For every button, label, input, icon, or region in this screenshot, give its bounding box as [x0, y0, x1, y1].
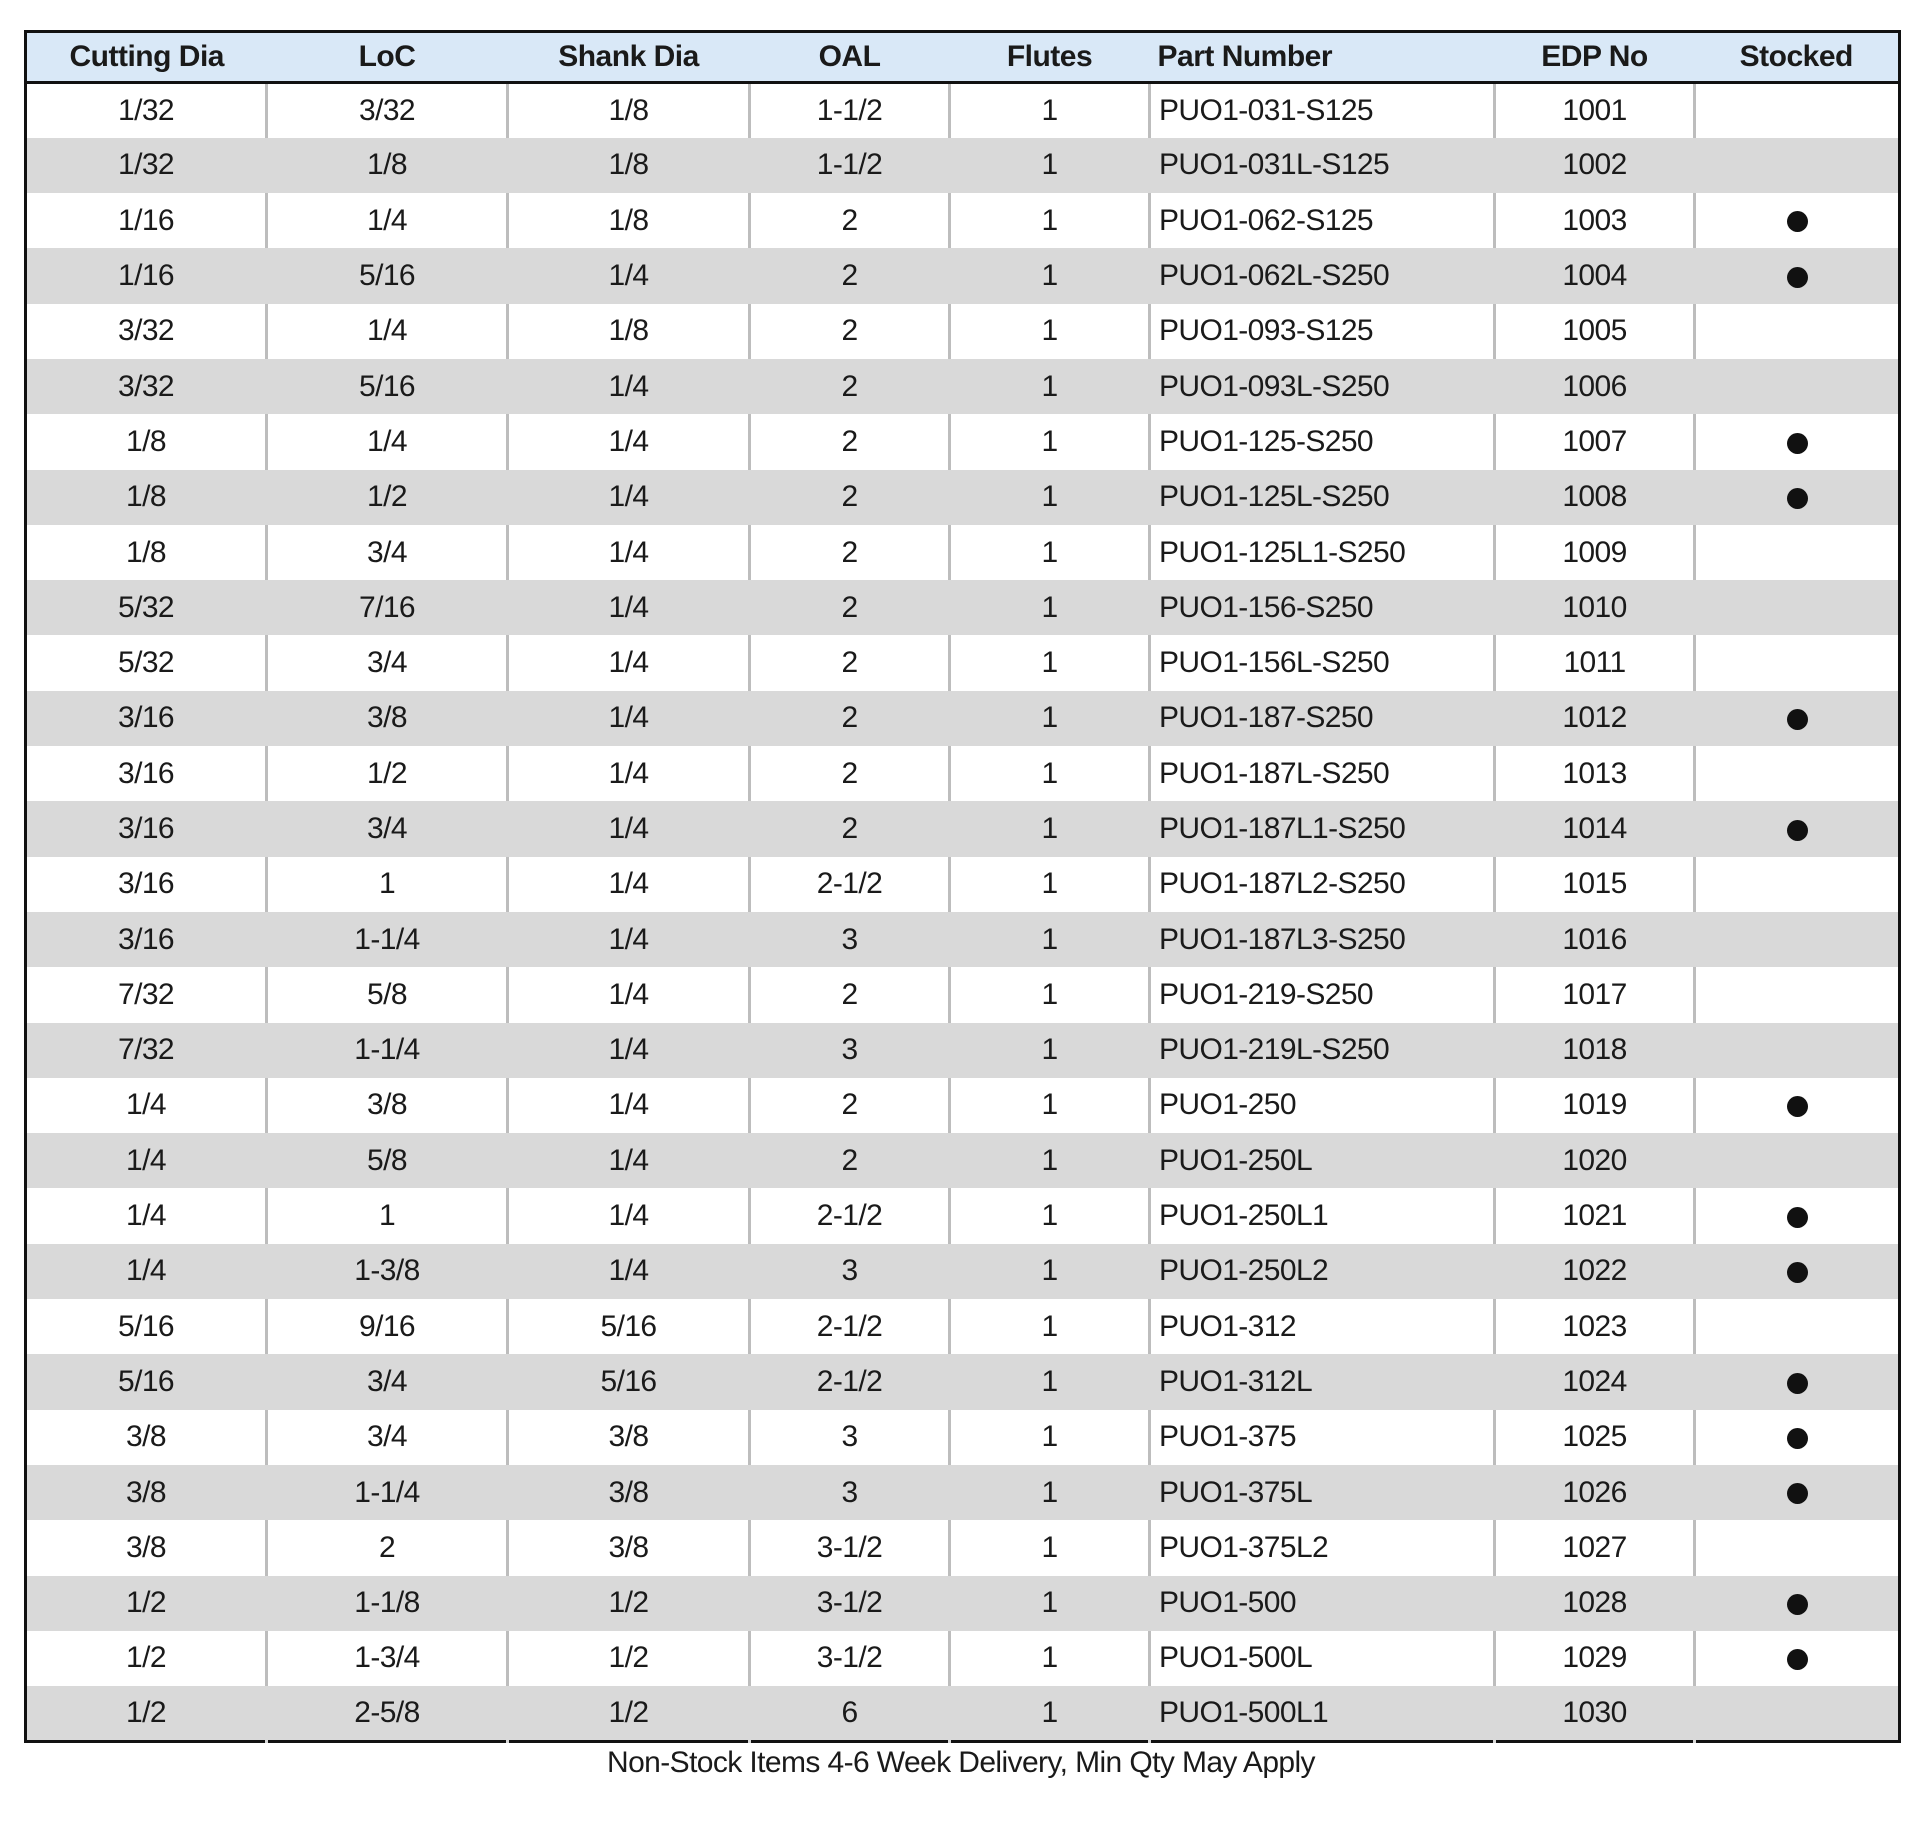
filled-circle-icon	[1787, 433, 1808, 454]
cell-cutting-dia: 1/4	[126, 1088, 166, 1122]
cell-part-number: PUO1-500L	[1150, 1631, 1495, 1686]
cell-part-number: PUO1-250	[1150, 1078, 1495, 1133]
cell-oal: 2	[750, 248, 950, 303]
cell-cutting-dia: 3/8	[126, 1530, 166, 1564]
cell-shank-dia: 1/8	[508, 138, 750, 193]
cell-shank-dia: 1/8	[508, 83, 750, 138]
cell-loc: 3/8	[267, 691, 508, 746]
cell-cutting-dia: 1/32	[118, 93, 174, 127]
cell-flutes: 1	[950, 1188, 1150, 1243]
cell-stocked	[1695, 138, 1900, 193]
cell-shank-dia: 1/4	[508, 635, 750, 690]
header-stocked: Stocked	[1695, 32, 1900, 83]
cell-stocked	[1695, 1188, 1900, 1243]
cell-edp-no: 1004	[1495, 248, 1695, 303]
filled-circle-icon	[1787, 488, 1808, 509]
cell-stocked	[1695, 912, 1900, 967]
cell-stocked	[1695, 414, 1900, 469]
table-row	[26, 1631, 1900, 1686]
cell-part-number: PUO1-156L-S250	[1150, 635, 1495, 690]
cell-edp-no: 1007	[1495, 414, 1695, 469]
cell-stocked	[1695, 1631, 1900, 1686]
cell-cutting-dia: 3/32	[118, 369, 174, 403]
filled-circle-icon	[1787, 1649, 1808, 1670]
cell-oal: 3-1/2	[750, 1631, 950, 1686]
cell-loc: 3/4	[267, 635, 508, 690]
cell-loc: 3/4	[267, 1410, 508, 1465]
cell-part-number: PUO1-031-S125	[1150, 83, 1495, 138]
cell-cutting-dia: 5/16	[118, 1309, 174, 1343]
table-row	[26, 1299, 1900, 1354]
table-row	[26, 691, 1900, 746]
cell-cutting-dia: 1/8	[126, 424, 166, 458]
cell-part-number: PUO1-187L3-S250	[1150, 912, 1495, 967]
cell-cutting-dia: 1/2	[126, 1641, 166, 1675]
cell-shank-dia: 1/4	[508, 525, 750, 580]
cell-shank-dia: 1/4	[508, 691, 750, 746]
table-row	[26, 746, 1900, 801]
cell-oal: 2	[750, 580, 950, 635]
cell-part-number: PUO1-375L2	[1150, 1520, 1495, 1575]
cell-loc: 3/4	[267, 525, 508, 580]
cell-cutting-dia: 1/8	[126, 480, 166, 514]
table-row	[26, 525, 1900, 580]
cell-edp-no: 1021	[1495, 1188, 1695, 1243]
cell-oal: 2	[750, 635, 950, 690]
cell-shank-dia: 3/8	[508, 1410, 750, 1465]
cell-oal: 3	[750, 912, 950, 967]
cell-oal: 2-1/2	[750, 1354, 950, 1409]
cell-shank-dia: 3/8	[508, 1520, 750, 1575]
cell-edp-no: 1016	[1495, 912, 1695, 967]
cell-stocked	[1695, 746, 1900, 801]
cell-loc: 1	[267, 857, 508, 912]
cell-flutes: 1	[950, 1631, 1150, 1686]
cell-edp-no: 1018	[1495, 1023, 1695, 1078]
product-table	[24, 30, 1901, 1743]
cell-stocked	[1695, 1576, 1900, 1631]
filled-circle-icon	[1787, 820, 1808, 841]
cell-stocked	[1695, 1354, 1900, 1409]
cell-cutting-dia: 3/16	[118, 812, 174, 845]
cell-part-number: PUO1-187-S250	[1150, 691, 1495, 746]
cell-stocked	[1695, 967, 1900, 1022]
table-row	[26, 635, 1900, 690]
cell-shank-dia: 1/8	[508, 304, 750, 359]
cell-oal: 2	[750, 1133, 950, 1188]
cell-part-number: PUO1-500L1	[1150, 1686, 1495, 1741]
cell-oal: 2-1/2	[750, 1188, 950, 1243]
cell-loc: 5/8	[267, 967, 508, 1022]
cell-stocked	[1695, 857, 1900, 912]
spec-sheet	[24, 30, 1898, 1779]
cell-stocked	[1695, 580, 1900, 635]
cell-stocked	[1695, 1133, 1900, 1188]
cell-shank-dia: 1/4	[508, 1078, 750, 1133]
table-row	[26, 857, 1900, 912]
cell-stocked	[1695, 1244, 1900, 1299]
cell-stocked	[1695, 1465, 1900, 1520]
cell-edp-no: 1002	[1495, 138, 1695, 193]
cell-loc: 9/16	[267, 1299, 508, 1354]
table-row	[26, 580, 1900, 635]
cell-shank-dia: 1/8	[508, 193, 750, 248]
cell-flutes: 1	[950, 304, 1150, 359]
cell-edp-no: 1013	[1495, 746, 1695, 801]
cell-flutes: 1	[950, 359, 1150, 414]
cell-cutting-dia: 1/4	[126, 1199, 166, 1233]
header-oal: OAL	[750, 32, 950, 83]
cell-loc: 1-1/4	[267, 1465, 508, 1520]
cell-shank-dia: 1/4	[508, 414, 750, 469]
table-row	[26, 1188, 1900, 1243]
cell-cutting-dia: 1/16	[118, 259, 174, 293]
table-row	[26, 1465, 1900, 1520]
cell-oal: 3	[750, 1410, 950, 1465]
cell-oal: 3-1/2	[750, 1520, 950, 1575]
cell-flutes: 1	[950, 414, 1150, 469]
cell-oal: 2	[750, 359, 950, 414]
cell-part-number: PUO1-219-S250	[1150, 967, 1495, 1022]
cell-oal: 1-1/2	[750, 138, 950, 193]
cell-cutting-dia: 5/32	[118, 590, 174, 624]
cell-oal: 2	[750, 1078, 950, 1133]
cell-part-number: PUO1-093L-S250	[1150, 359, 1495, 414]
cell-loc: 1/2	[267, 746, 508, 801]
table-row	[26, 138, 1900, 193]
cell-part-number: PUO1-219L-S250	[1150, 1023, 1495, 1078]
cell-part-number: PUO1-375	[1150, 1410, 1495, 1465]
table-row	[26, 1410, 1900, 1465]
cell-loc: 3/4	[267, 1354, 508, 1409]
cell-edp-no: 1014	[1495, 801, 1695, 856]
cell-oal: 2	[750, 967, 950, 1022]
cell-oal: 2	[750, 746, 950, 801]
cell-edp-no: 1001	[1495, 83, 1695, 138]
cell-loc: 1/4	[267, 304, 508, 359]
filled-circle-icon	[1787, 211, 1808, 232]
cell-stocked	[1695, 1078, 1900, 1133]
cell-flutes: 1	[950, 746, 1150, 801]
header-flutes: Flutes	[950, 32, 1150, 83]
cell-loc: 7/16	[267, 580, 508, 635]
cell-oal: 2-1/2	[750, 857, 950, 912]
cell-cutting-dia: 1/2	[126, 1696, 166, 1729]
cell-shank-dia: 1/4	[508, 967, 750, 1022]
cell-flutes: 1	[950, 1244, 1150, 1299]
cell-loc: 5/8	[267, 1133, 508, 1188]
filled-circle-icon	[1787, 709, 1808, 730]
cell-shank-dia: 1/4	[508, 1188, 750, 1243]
cell-edp-no: 1028	[1495, 1576, 1695, 1631]
cell-edp-no: 1025	[1495, 1410, 1695, 1465]
cell-stocked	[1695, 691, 1900, 746]
header-shank-dia: Shank Dia	[508, 32, 750, 83]
cell-loc: 1/4	[267, 193, 508, 248]
cell-shank-dia: 1/2	[508, 1576, 750, 1631]
cell-part-number: PUO1-187L-S250	[1150, 746, 1495, 801]
cell-loc: 1-3/8	[267, 1244, 508, 1299]
cell-oal: 2	[750, 691, 950, 746]
cell-stocked	[1695, 83, 1900, 138]
cell-cutting-dia: 7/32	[118, 977, 174, 1011]
cell-stocked	[1695, 248, 1900, 303]
cell-flutes: 1	[950, 967, 1150, 1022]
cell-part-number: PUO1-500	[1150, 1576, 1495, 1631]
cell-edp-no: 1017	[1495, 967, 1695, 1022]
cell-edp-no: 1024	[1495, 1354, 1695, 1409]
cell-stocked	[1695, 193, 1900, 248]
table-row	[26, 248, 1900, 303]
cell-flutes: 1	[950, 1520, 1150, 1575]
cell-shank-dia: 1/4	[508, 248, 750, 303]
cell-edp-no: 1003	[1495, 193, 1695, 248]
cell-cutting-dia: 3/16	[118, 867, 174, 901]
filled-circle-icon	[1787, 267, 1808, 288]
cell-part-number: PUO1-156-S250	[1150, 580, 1495, 635]
cell-shank-dia: 1/4	[508, 912, 750, 967]
filled-circle-icon	[1787, 1483, 1808, 1504]
cell-flutes: 1	[950, 83, 1150, 138]
cell-shank-dia: 1/4	[508, 1023, 750, 1078]
cell-edp-no: 1015	[1495, 857, 1695, 912]
cell-shank-dia: 1/4	[508, 1133, 750, 1188]
table-row	[26, 967, 1900, 1022]
cell-part-number: PUO1-031L-S125	[1150, 138, 1495, 193]
table-row	[26, 470, 1900, 525]
cell-cutting-dia: 3/16	[118, 701, 174, 735]
cell-stocked	[1695, 801, 1900, 856]
cell-edp-no: 1011	[1495, 635, 1695, 690]
cell-loc: 1-3/4	[267, 1631, 508, 1686]
table-row	[26, 304, 1900, 359]
cell-flutes: 1	[950, 635, 1150, 690]
cell-part-number: PUO1-062L-S250	[1150, 248, 1495, 303]
cell-shank-dia: 1/4	[508, 359, 750, 414]
cell-cutting-dia: 7/32	[118, 1033, 174, 1067]
cell-edp-no: 1012	[1495, 691, 1695, 746]
cell-shank-dia: 3/8	[508, 1465, 750, 1520]
cell-loc: 1/4	[267, 414, 508, 469]
cell-cutting-dia: 5/32	[118, 646, 174, 680]
cell-part-number: PUO1-250L2	[1150, 1244, 1495, 1299]
cell-flutes: 1	[950, 470, 1150, 525]
cell-oal: 3	[750, 1023, 950, 1078]
filled-circle-icon	[1787, 1373, 1808, 1394]
cell-cutting-dia: 1/8	[126, 535, 166, 569]
cell-cutting-dia: 1/4	[126, 1254, 166, 1288]
cell-flutes: 1	[950, 1686, 1150, 1741]
cell-cutting-dia: 1/4	[126, 1143, 166, 1177]
header-loc: LoC	[267, 32, 508, 83]
table-body	[26, 83, 1900, 1742]
cell-flutes: 1	[950, 138, 1150, 193]
cell-loc: 1/2	[267, 470, 508, 525]
filled-circle-icon	[1787, 1594, 1808, 1615]
filled-circle-icon	[1787, 1207, 1808, 1228]
cell-loc: 5/16	[267, 248, 508, 303]
cell-edp-no: 1005	[1495, 304, 1695, 359]
cell-stocked	[1695, 635, 1900, 690]
cell-oal: 2	[750, 801, 950, 856]
table-row	[26, 193, 1900, 248]
filled-circle-icon	[1787, 1262, 1808, 1283]
header-cutting-dia: Cutting Dia	[26, 32, 267, 83]
cell-part-number: PUO1-312	[1150, 1299, 1495, 1354]
cell-stocked	[1695, 1686, 1900, 1741]
cell-flutes: 1	[950, 1465, 1150, 1520]
table-row	[26, 1244, 1900, 1299]
table-row	[26, 1686, 1900, 1741]
cell-part-number: PUO1-375L	[1150, 1465, 1495, 1520]
cell-flutes: 1	[950, 1078, 1150, 1133]
cell-flutes: 1	[950, 193, 1150, 248]
table-row	[26, 1078, 1900, 1133]
cell-part-number: PUO1-125L-S250	[1150, 470, 1495, 525]
cell-stocked	[1695, 304, 1900, 359]
cell-edp-no: 1026	[1495, 1465, 1695, 1520]
cell-flutes: 1	[950, 248, 1150, 303]
cell-edp-no: 1020	[1495, 1133, 1695, 1188]
cell-cutting-dia: 3/32	[118, 314, 174, 348]
cell-oal: 3	[750, 1244, 950, 1299]
cell-stocked	[1695, 470, 1900, 525]
filled-circle-icon	[1787, 1428, 1808, 1449]
cell-loc: 1-1/8	[267, 1576, 508, 1631]
cell-stocked	[1695, 525, 1900, 580]
cell-shank-dia: 1/4	[508, 580, 750, 635]
footnote: Non-Stock Items 4-6 Week Delivery, Min Qty May Apply	[607, 1746, 1315, 1779]
header-edp-no: EDP No	[1495, 32, 1695, 83]
cell-flutes: 1	[950, 857, 1150, 912]
cell-flutes: 1	[950, 525, 1150, 580]
cell-part-number: PUO1-250L	[1150, 1133, 1495, 1188]
cell-edp-no: 1023	[1495, 1299, 1695, 1354]
cell-cutting-dia: 1/32	[118, 148, 174, 182]
cell-edp-no: 1030	[1495, 1686, 1695, 1741]
cell-flutes: 1	[950, 1410, 1150, 1465]
cell-flutes: 1	[950, 912, 1150, 967]
cell-cutting-dia: 3/16	[118, 922, 174, 956]
cell-cutting-dia: 5/16	[118, 1364, 174, 1398]
cell-edp-no: 1006	[1495, 359, 1695, 414]
cell-cutting-dia: 3/16	[118, 756, 174, 790]
cell-flutes: 1	[950, 1299, 1150, 1354]
cell-flutes: 1	[950, 1023, 1150, 1078]
cell-edp-no: 1009	[1495, 525, 1695, 580]
cell-flutes: 1	[950, 691, 1150, 746]
cell-oal: 2	[750, 304, 950, 359]
cell-cutting-dia: 1/2	[126, 1586, 166, 1620]
cell-shank-dia: 1/4	[508, 1244, 750, 1299]
cell-loc: 2-5/8	[267, 1686, 508, 1741]
cell-loc: 2	[267, 1520, 508, 1575]
cell-edp-no: 1019	[1495, 1078, 1695, 1133]
cell-part-number: PUO1-312L	[1150, 1354, 1495, 1409]
cell-shank-dia: 1/4	[508, 801, 750, 856]
cell-oal: 3-1/2	[750, 1576, 950, 1631]
cell-part-number: PUO1-125-S250	[1150, 414, 1495, 469]
table-row	[26, 359, 1900, 414]
cell-loc: 5/16	[267, 359, 508, 414]
cell-loc: 3/32	[267, 83, 508, 138]
table-row	[26, 1354, 1900, 1409]
cell-stocked	[1695, 1299, 1900, 1354]
cell-shank-dia: 1/4	[508, 857, 750, 912]
cell-loc: 1-1/4	[267, 1023, 508, 1078]
cell-edp-no: 1029	[1495, 1631, 1695, 1686]
cell-part-number: PUO1-125L1-S250	[1150, 525, 1495, 580]
cell-loc: 3/8	[267, 1078, 508, 1133]
cell-edp-no: 1022	[1495, 1244, 1695, 1299]
table-row	[26, 1576, 1900, 1631]
cell-oal: 3	[750, 1465, 950, 1520]
cell-stocked	[1695, 1023, 1900, 1078]
cell-oal: 2	[750, 470, 950, 525]
table-row	[26, 414, 1900, 469]
cell-shank-dia: 5/16	[508, 1299, 750, 1354]
cell-shank-dia: 1/2	[508, 1631, 750, 1686]
cell-cutting-dia: 1/16	[118, 203, 174, 237]
cell-loc: 1-1/4	[267, 912, 508, 967]
cell-stocked	[1695, 1410, 1900, 1465]
cell-shank-dia: 5/16	[508, 1354, 750, 1409]
cell-oal: 6	[750, 1686, 950, 1741]
table-row	[26, 1023, 1900, 1078]
table-row	[26, 801, 1900, 856]
filled-circle-icon	[1787, 1096, 1808, 1117]
cell-loc: 1/8	[267, 138, 508, 193]
cell-shank-dia: 1/4	[508, 470, 750, 525]
cell-flutes: 1	[950, 1354, 1150, 1409]
cell-cutting-dia: 3/8	[126, 1475, 166, 1509]
cell-oal: 2	[750, 414, 950, 469]
cell-stocked	[1695, 359, 1900, 414]
cell-part-number: PUO1-250L1	[1150, 1188, 1495, 1243]
table-row	[26, 1520, 1900, 1575]
cell-part-number: PUO1-187L1-S250	[1150, 801, 1495, 856]
table-row	[26, 912, 1900, 967]
cell-flutes: 1	[950, 1133, 1150, 1188]
cell-flutes: 1	[950, 1576, 1150, 1631]
table-row	[26, 1133, 1900, 1188]
cell-oal: 2	[750, 193, 950, 248]
cell-flutes: 1	[950, 580, 1150, 635]
cell-part-number: PUO1-187L2-S250	[1150, 857, 1495, 912]
cell-loc: 3/4	[267, 801, 508, 856]
table-header	[26, 32, 1900, 83]
cell-oal: 1-1/2	[750, 83, 950, 138]
cell-edp-no: 1008	[1495, 470, 1695, 525]
cell-part-number: PUO1-093-S125	[1150, 304, 1495, 359]
header-part-number: Part Number	[1150, 32, 1495, 83]
cell-edp-no: 1027	[1495, 1520, 1695, 1575]
cell-edp-no: 1010	[1495, 580, 1695, 635]
cell-oal: 2-1/2	[750, 1299, 950, 1354]
cell-loc: 1	[267, 1188, 508, 1243]
cell-shank-dia: 1/4	[508, 746, 750, 801]
cell-flutes: 1	[950, 801, 1150, 856]
table-row	[26, 83, 1900, 138]
cell-oal: 2	[750, 525, 950, 580]
cell-cutting-dia: 3/8	[126, 1420, 166, 1454]
cell-shank-dia: 1/2	[508, 1686, 750, 1741]
cell-part-number: PUO1-062-S125	[1150, 193, 1495, 248]
header-row	[26, 32, 1900, 83]
cell-stocked	[1695, 1520, 1900, 1575]
